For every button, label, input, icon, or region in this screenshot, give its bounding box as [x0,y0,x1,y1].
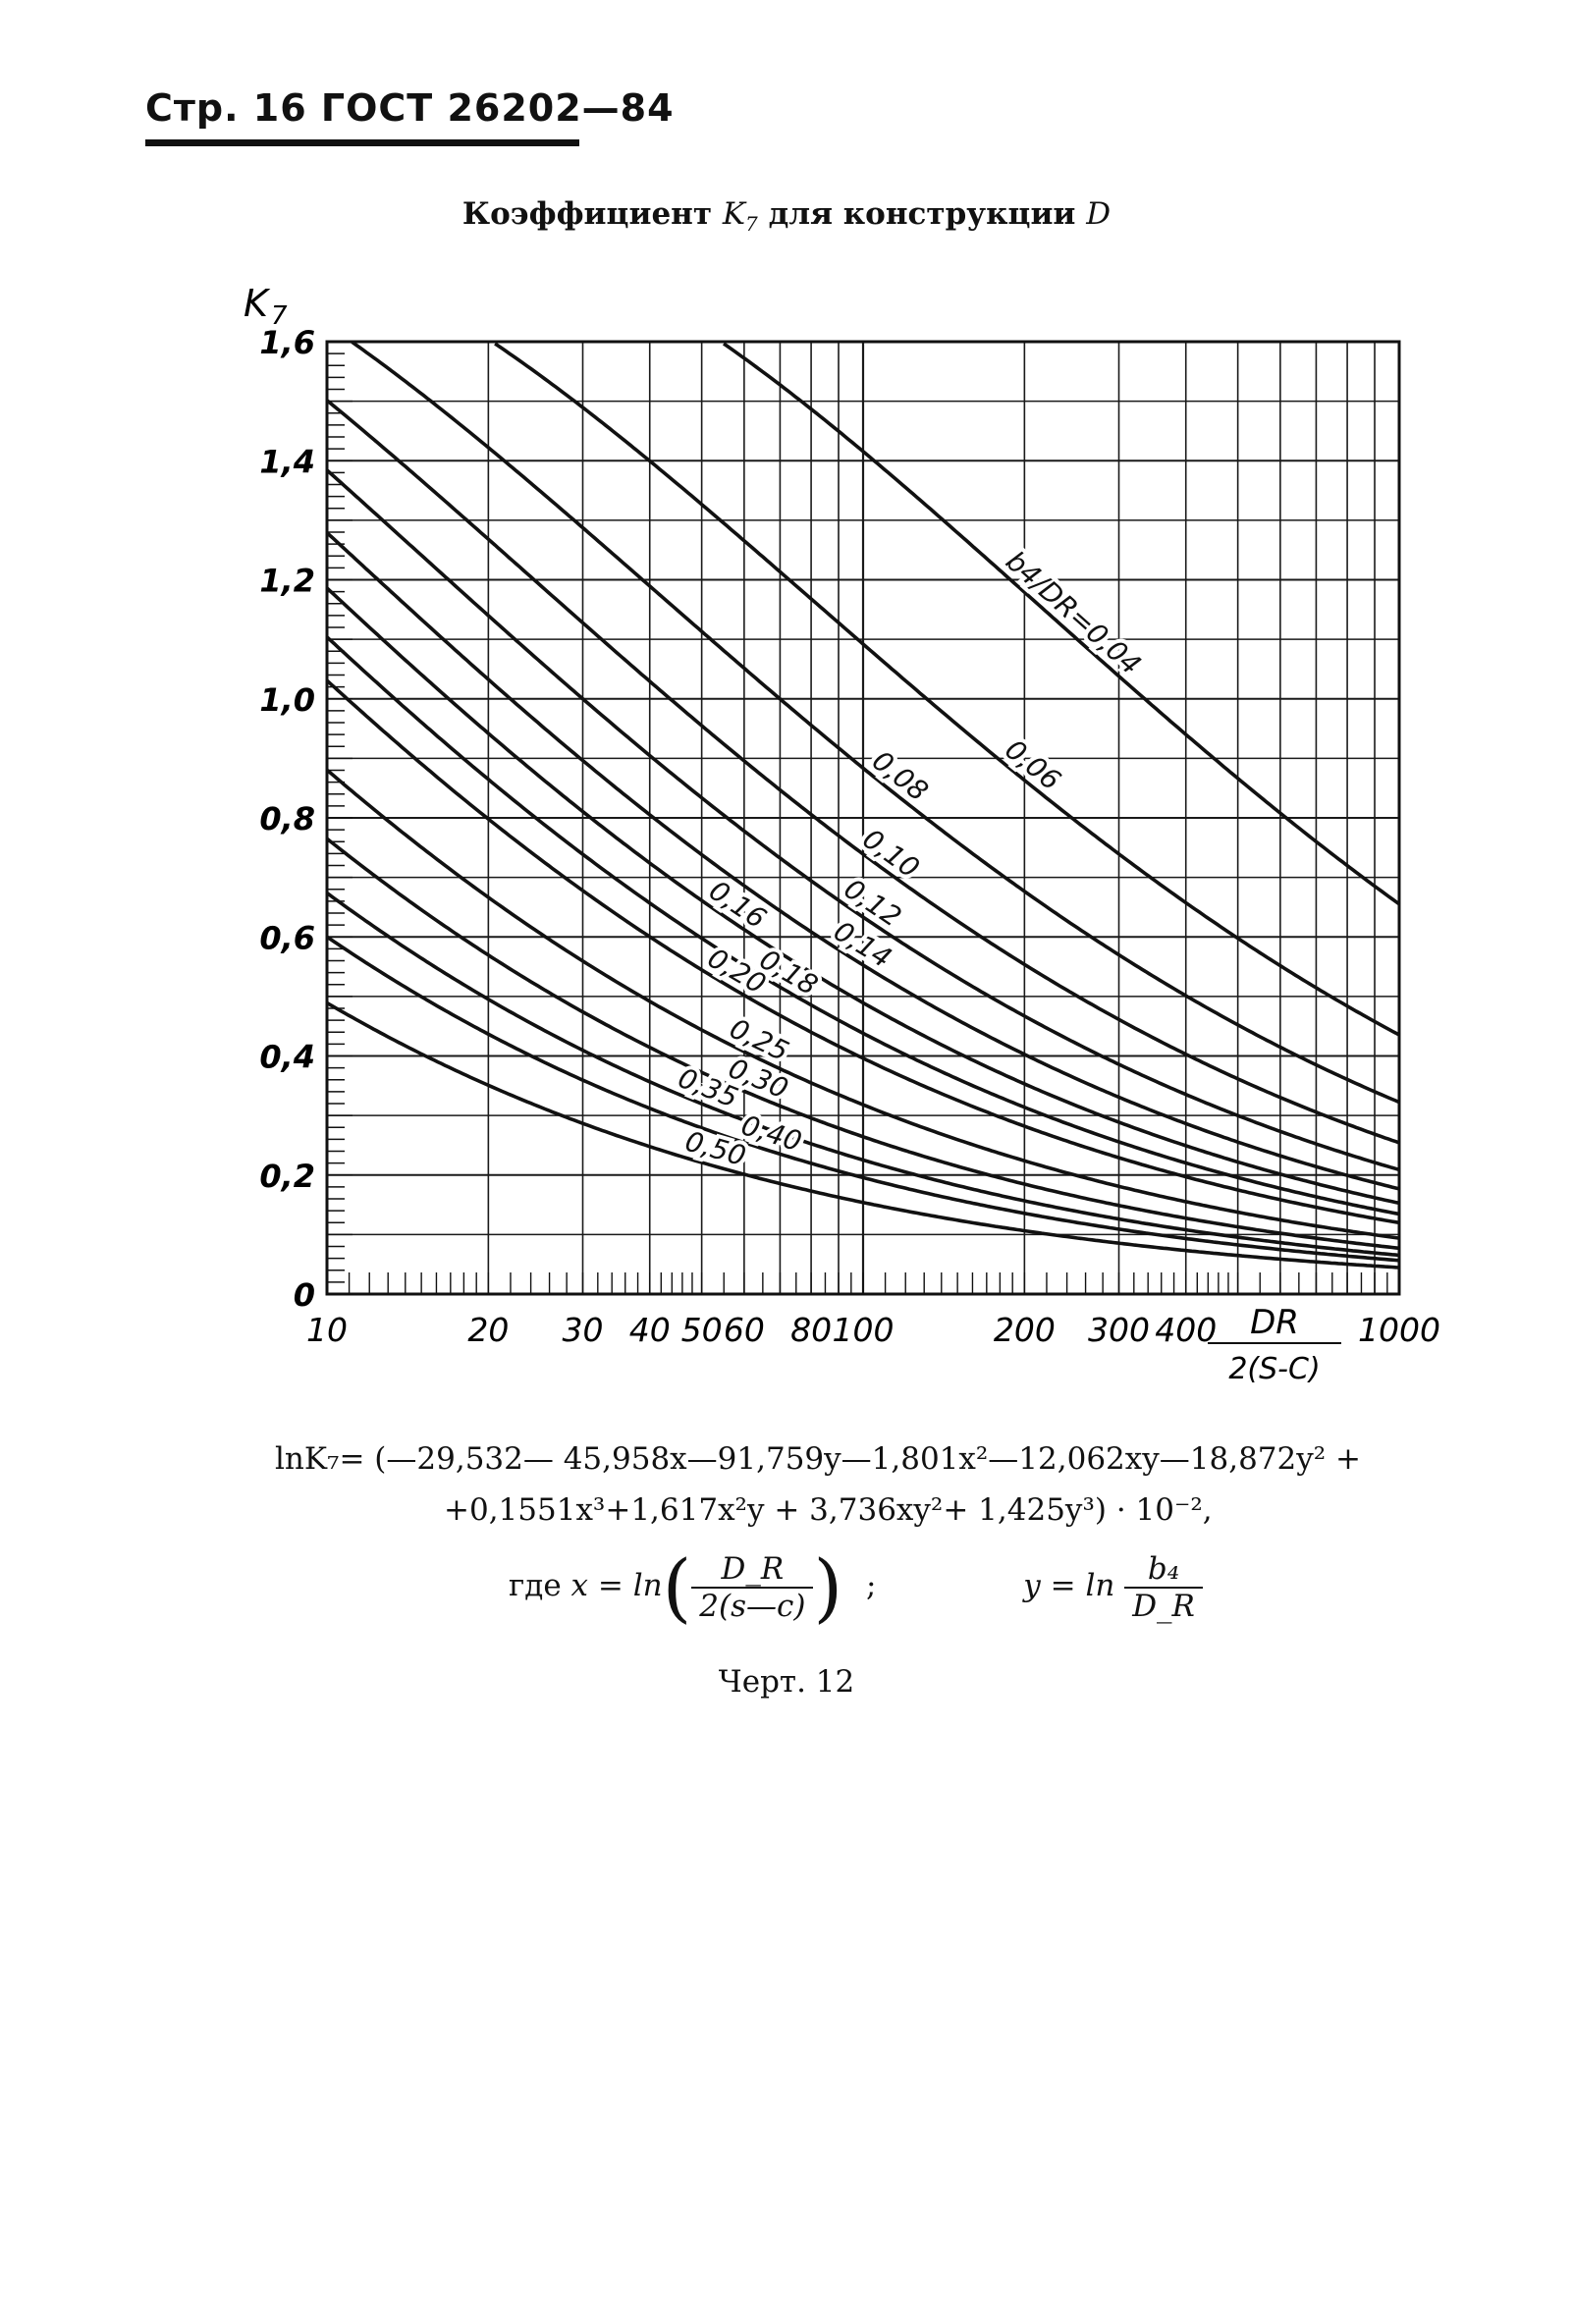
formula-y-eq: y = ln [1023,1568,1115,1603]
title-symbol: K [722,196,746,232]
title-design: D [1086,196,1112,232]
x-tick-label: 80 [790,1311,833,1349]
y-tick-label: 0,6 [259,919,315,957]
x-fraction [691,1551,813,1624]
x-axis-label-numerator: DR [1250,1303,1299,1342]
y-axis-label-subscript: 7 [271,301,288,331]
curve-label: 0,20 [702,941,772,1000]
curve-label: 0,14 [828,914,897,975]
x-tick-label: 50 [680,1311,723,1349]
paren-right: ) [813,1543,843,1631]
x-tick-label: 40 [628,1311,671,1349]
y-axis-label: K [244,282,268,325]
formula-x-eq: x = ln [570,1568,663,1603]
curve-b4-dr-0-08 [353,342,1400,1102]
curve-label: 0,12 [838,872,907,934]
curve-b4-dr-0-06 [495,344,1399,1035]
curve-label: 0,06 [999,732,1067,797]
x-tick-label: 200 [993,1311,1056,1349]
title-suffix: для конструкции [768,196,1076,232]
curve-label: 0,10 [856,822,926,885]
curve-label: 0,35 [674,1061,743,1114]
title-prefix: Коэффициент [461,196,713,232]
curve-label: 0,40 [736,1108,806,1159]
y-tick-label: 1,2 [259,562,315,600]
y-tick-label: 0,8 [259,800,315,838]
x-tick-label: 400 [1155,1311,1218,1349]
x-tick-label: 10 [306,1311,348,1349]
y-tick-label: 0,4 [259,1038,315,1076]
curve-label: 0,18 [753,943,824,1002]
formula-line-1: lnK₇= (—29,532— 45,958x—91,759y—1,801x²—12,062xy—18,872y² + [275,1441,1362,1477]
y-tick-label: 0 [293,1276,315,1314]
paren-left: ( [662,1543,692,1631]
curve-label: 0,50 [681,1124,750,1173]
curve-label: 0,25 [724,1011,794,1068]
y-numerator: b₄ [1124,1551,1203,1589]
y-tick-label: 1,6 [259,324,315,361]
x-tick-label: 100 [832,1311,895,1349]
title-subscript: 7 [745,212,758,237]
y-fraction [1124,1551,1203,1624]
curve-label: 0,30 [724,1052,793,1106]
curve-label: 0,08 [866,743,935,808]
x-numerator: D_R [691,1551,813,1589]
curve-label: 0,16 [703,874,773,936]
y-denominator: D_R [1132,1588,1195,1624]
x-axis-label-denominator: 2(S-C) [1228,1352,1321,1386]
y-tick-label: 1,4 [259,443,315,481]
page-header: Стр. 16 ГОСТ 26202—84 [145,86,675,130]
x-tick-label: 20 [467,1311,510,1349]
formula-where: где [509,1568,562,1603]
x-tick-label: 30 [562,1311,604,1349]
x-tick-label: 1000 [1358,1311,1440,1349]
y-tick-label: 1,0 [259,680,315,719]
chart-labels [244,282,1440,1386]
x-tick-label: 300 [1088,1311,1151,1349]
figure-caption: Черт. 12 [718,1664,855,1700]
x-tick-label: 60 [723,1311,765,1349]
y-tick-label: 0,2 [259,1157,315,1195]
curve-label: b4/DR=0,04 [1000,544,1148,681]
formula-line-2: +0,1551x³+1,617x²y + 3,736xy²+ 1,425y³) · 10⁻², [444,1492,1213,1528]
formula-separator: ; [865,1568,877,1603]
x-denominator: 2(s—c) [699,1588,806,1624]
formula-where-line [509,1543,1203,1631]
